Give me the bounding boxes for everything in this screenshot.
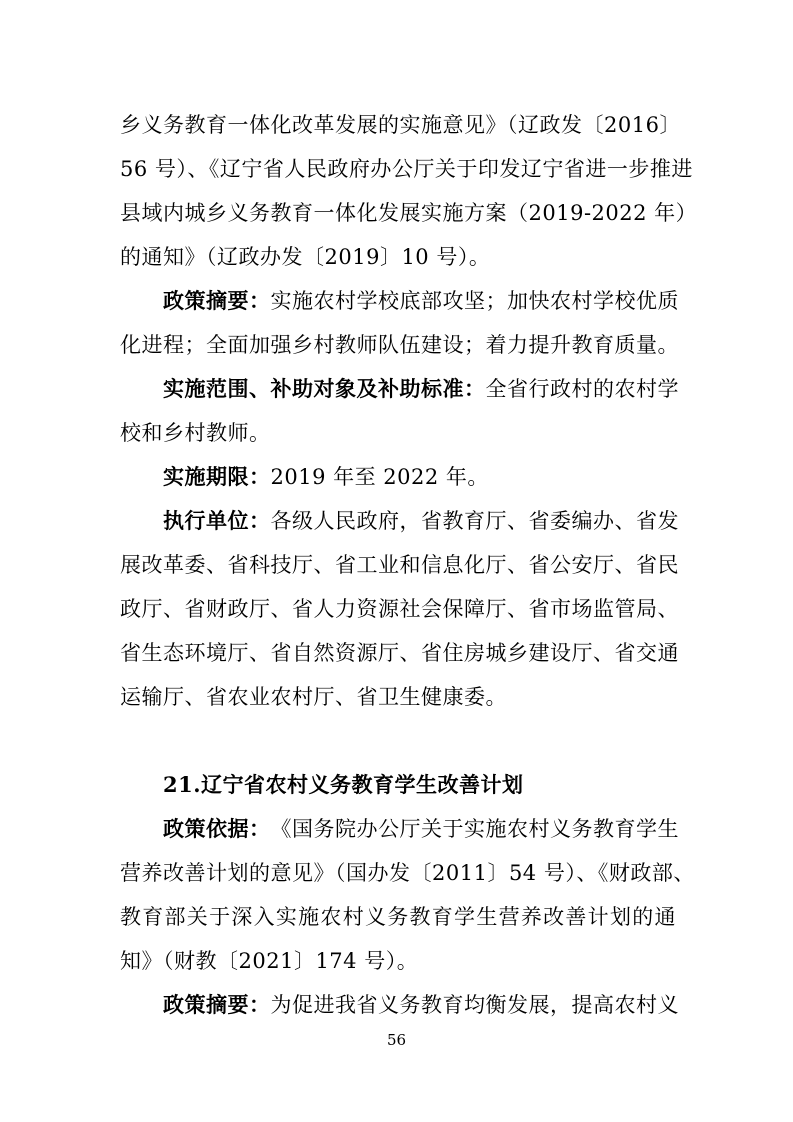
basis-text: 教育部关于深入实施农村义务教育学生营养改善计划的通 [120, 905, 676, 929]
basis-text: 知》（财教〔2021〕174 号）。 [120, 949, 419, 973]
period-line [163, 459, 676, 495]
executor-text: 展改革委、省科技厅、省工业和信息化厅、省公安厅、省民 [120, 553, 679, 577]
executor-text: 省生态环境厅、省自然资源厅、省住房城乡建设厅、省交通 [120, 641, 679, 665]
scope-text: 校和乡村教师。 [120, 421, 271, 445]
scope-label: 实施范围、补助对象及补助标准： [163, 376, 486, 401]
executor-first-line [163, 503, 679, 539]
page-number: 56 [386, 1031, 407, 1049]
executor-text: 运输厅、省农业农村厅、省卫生健康委。 [120, 685, 507, 709]
section-heading: 21.辽宁省农村义务教育学生改善计划 [163, 772, 524, 797]
paragraph-line: 的通知》（辽政办发〔2019〕10 号）。 [120, 245, 491, 269]
summary-label: 政策摘要： [163, 288, 271, 313]
s21-summary-label: 政策摘要： [163, 992, 271, 1017]
basis-first-line [163, 811, 679, 847]
executor-text: 政厅、省财政厅、省人力资源社会保障厅、省市场监管局、 [120, 597, 679, 621]
period-text: 2019 年至 2022 年。 [270, 465, 489, 489]
paragraph-line: 乡义务教育一体化改革发展的实施意见》（辽政发〔2016〕 [120, 113, 681, 137]
paragraph-line: 56 号）、《辽宁省人民政府办公厅关于印发辽宁省进一步推进 [120, 157, 693, 181]
summary-text: 实施农村学校底部攻坚；加快农村学校优质 [270, 289, 679, 313]
summary-first-line [163, 283, 679, 319]
summary-text: 化进程；全面加强乡村教师队伍建设；着力提升教育质量。 [120, 333, 679, 357]
basis-label: 政策依据： [163, 816, 271, 841]
scope-text: 全省行政村的农村学 [485, 377, 679, 401]
s21-summary-text: 为促进我省义务教育均衡发展，提高农村义 [270, 993, 679, 1017]
scope-first-line [163, 371, 679, 407]
paragraph-line: 县域内城乡义务教育一体化发展实施方案（2019-2022 年） [120, 201, 698, 225]
executor-label: 执行单位： [163, 508, 271, 533]
period-label: 实施期限： [163, 464, 271, 489]
basis-text: 营养改善计划的意见》（国办发〔2011〕54 号）、《财政部、 [120, 861, 695, 885]
basis-text: 《国务院办公厅关于实施农村义务教育学生 [270, 817, 679, 841]
s21-summary-first-line [163, 987, 679, 1023]
executor-text: 各级人民政府，省教育厅、省委编办、省发 [270, 509, 679, 533]
